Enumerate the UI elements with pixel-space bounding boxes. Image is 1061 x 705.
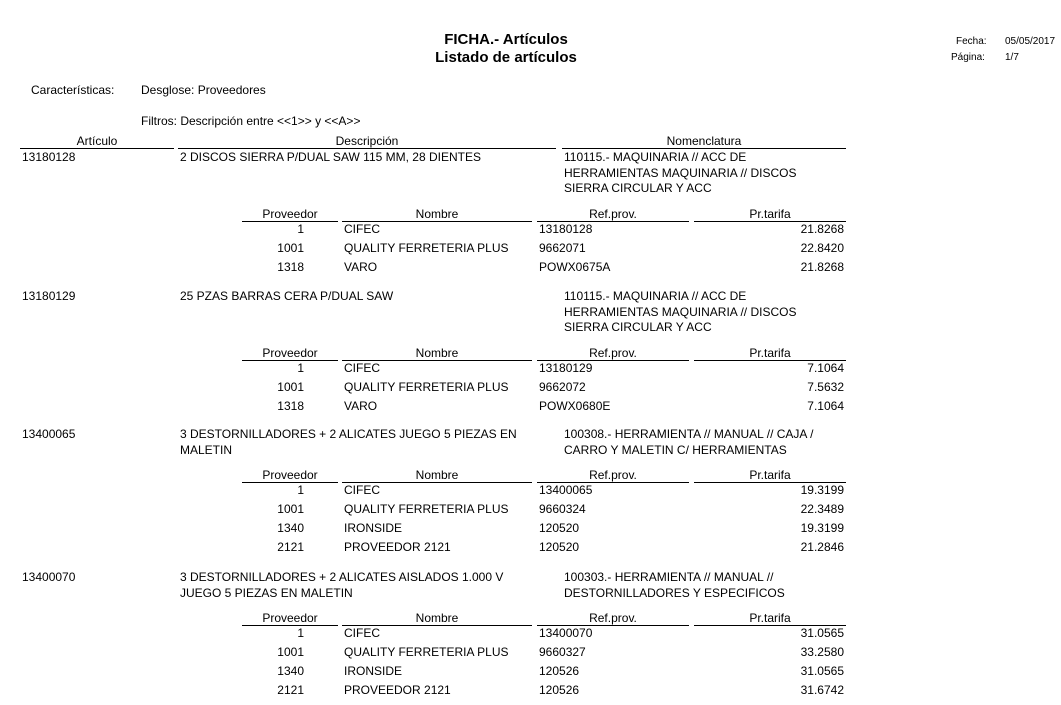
supplier-refprov: 13400070	[539, 626, 593, 640]
article-nomenclatura-line: CARRO Y MALETIN C/ HERRAMIENTAS	[564, 442, 787, 457]
supplier-prtarifa: 31.0565	[800, 626, 844, 640]
supplier-nombre: CIFEC	[344, 626, 380, 640]
supplier-refprov: POWX0675A	[539, 260, 611, 274]
article-nomenclatura-line: SIERRA CIRCULAR Y ACC	[564, 320, 712, 334]
supplier-proveedor: 1340	[277, 521, 304, 535]
supplier-refprov: POWX0680E	[539, 399, 611, 413]
supplier-refprov: 120526	[539, 664, 580, 678]
supplier-prtarifa: 22.3489	[800, 502, 844, 516]
article-description-line: 3 DESTORNILLADORES + 2 ALICATES JUEGO 5 PIEZAS EN	[180, 427, 517, 441]
supplier-prtarifa: 31.0565	[800, 664, 844, 678]
sub-col-prtarifa: Pr.tarifa	[749, 611, 791, 625]
supplier-nombre: VARO	[344, 399, 378, 413]
supplier-prtarifa: 22.8420	[800, 241, 844, 255]
sub-col-proveedor: Proveedor	[262, 611, 318, 625]
supplier-nombre: CIFEC	[344, 222, 380, 236]
supplier-refprov: 13180128	[539, 222, 593, 236]
supplier-nombre: QUALITY FERRETERIA PLUS	[344, 645, 509, 659]
article-nomenclatura-line: 100308.- HERRAMIENTA // MANUAL // CAJA /	[564, 427, 814, 441]
article-nomenclatura-line: DESTORNILLADORES Y ESPECIFICOS	[564, 585, 785, 600]
sub-col-nombre: Nombre	[415, 611, 459, 625]
supplier-nombre: VARO	[344, 260, 378, 274]
article-description-line: 3 DESTORNILLADORES + 2 ALICATES AISLADOS 1.000 V	[180, 570, 504, 584]
supplier-refprov: 120520	[539, 540, 580, 554]
col-articulo: Artículo	[76, 134, 118, 148]
supplier-nombre: QUALITY FERRETERIA PLUS	[344, 380, 509, 394]
supplier-prtarifa: 7.1064	[807, 399, 844, 413]
supplier-nombre: PROVEEDOR 2121	[344, 683, 451, 697]
supplier-prtarifa: 19.3199	[800, 483, 844, 497]
supplier-proveedor: 2121	[277, 683, 304, 697]
article-description-line: JUEGO 5 PIEZAS EN MALETIN	[180, 585, 353, 600]
supplier-proveedor: 2121	[277, 540, 304, 554]
article-nomenclatura-line: SIERRA CIRCULAR Y ACC	[564, 181, 712, 195]
supplier-refprov: 13180129	[539, 361, 593, 375]
supplier-proveedor: 1	[297, 483, 304, 497]
caracteristicas-value: Desglose: Proveedores	[141, 83, 266, 97]
supplier-prtarifa: 7.1064	[807, 361, 844, 375]
sub-col-proveedor: Proveedor	[262, 346, 318, 360]
supplier-prtarifa: 33.2580	[800, 645, 844, 659]
filtros-text: Filtros: Descripción entre <<1>> y <<A>>	[141, 114, 361, 128]
supplier-refprov: 13400065	[539, 483, 593, 497]
sub-col-prtarifa: Pr.tarifa	[749, 346, 791, 360]
sub-col-proveedor: Proveedor	[262, 468, 318, 482]
article-nomenclatura-line: 100303.- HERRAMIENTA // MANUAL //	[564, 570, 774, 584]
sub-col-nombre: Nombre	[415, 468, 459, 482]
caracteristicas-label: Características:	[31, 83, 115, 97]
supplier-proveedor: 1001	[277, 380, 304, 394]
supplier-proveedor: 1318	[277, 399, 304, 413]
sub-col-prtarifa: Pr.tarifa	[749, 207, 791, 221]
sub-col-refprov: Ref.prov.	[589, 468, 637, 482]
supplier-refprov: 120526	[539, 683, 580, 697]
pagina-value: 1/7	[1005, 52, 1019, 63]
supplier-refprov: 120520	[539, 521, 580, 535]
supplier-proveedor: 1001	[277, 241, 304, 255]
sub-col-refprov: Ref.prov.	[589, 207, 637, 221]
fecha-value: 05/05/2017	[1005, 36, 1056, 47]
col-descripcion: Descripción	[335, 134, 399, 148]
supplier-nombre: IRONSIDE	[344, 521, 403, 535]
supplier-nombre: IRONSIDE	[344, 664, 403, 678]
supplier-proveedor: 1001	[277, 502, 304, 516]
fecha-label: Fecha:	[956, 36, 987, 47]
article-description-line: 25 PZAS BARRAS CERA P/DUAL SAW	[180, 289, 394, 303]
supplier-nombre: CIFEC	[344, 361, 380, 375]
sub-col-refprov: Ref.prov.	[589, 346, 637, 360]
supplier-proveedor: 1	[297, 222, 304, 236]
supplier-nombre: QUALITY FERRETERIA PLUS	[344, 241, 509, 255]
supplier-prtarifa: 19.3199	[800, 521, 844, 535]
supplier-proveedor: 1340	[277, 664, 304, 678]
sub-col-proveedor: Proveedor	[262, 207, 318, 221]
supplier-nombre: PROVEEDOR 2121	[344, 540, 451, 554]
supplier-proveedor: 1	[297, 361, 304, 375]
supplier-prtarifa: 21.8268	[800, 260, 844, 274]
supplier-nombre: CIFEC	[344, 483, 380, 497]
article-code: 13400065	[22, 427, 76, 441]
article-description-line: 2 DISCOS SIERRA P/DUAL SAW 115 MM, 28 DIENTES	[180, 150, 481, 164]
supplier-refprov: 9662072	[539, 380, 586, 394]
supplier-refprov: 9660324	[539, 502, 586, 516]
supplier-proveedor: 1001	[277, 645, 304, 659]
supplier-prtarifa: 7.5632	[807, 380, 844, 394]
article-description-line: MALETIN	[180, 442, 233, 457]
article-code: 13180129	[22, 289, 76, 303]
supplier-prtarifa: 21.2846	[800, 540, 844, 554]
article-nomenclatura-line: 110115.- MAQUINARIA // ACC DE	[564, 150, 747, 164]
supplier-refprov: 9660327	[539, 645, 586, 659]
report-subtitle: Listado de artículos	[435, 49, 577, 66]
article-code: 13400070	[22, 570, 76, 584]
sub-col-prtarifa: Pr.tarifa	[749, 468, 791, 482]
supplier-nombre: QUALITY FERRETERIA PLUS	[344, 502, 509, 516]
article-nomenclatura-line: HERRAMIENTAS MAQUINARIA // DISCOS	[564, 165, 797, 180]
supplier-prtarifa: 31.6742	[800, 683, 844, 697]
supplier-refprov: 9662071	[539, 241, 586, 255]
article-code: 13180128	[22, 150, 76, 164]
sub-col-nombre: Nombre	[415, 346, 459, 360]
report-title: FICHA.- Artículos	[444, 31, 568, 48]
supplier-proveedor: 1318	[277, 260, 304, 274]
supplier-prtarifa: 21.8268	[800, 222, 844, 236]
col-nomenclatura: Nomenclatura	[666, 134, 742, 148]
article-nomenclatura-line: 110115.- MAQUINARIA // ACC DE	[564, 289, 747, 303]
pagina-label: Página:	[951, 52, 985, 63]
article-nomenclatura-line: HERRAMIENTAS MAQUINARIA // DISCOS	[564, 304, 797, 319]
sub-col-nombre: Nombre	[415, 207, 459, 221]
sub-col-refprov: Ref.prov.	[589, 611, 637, 625]
supplier-proveedor: 1	[297, 626, 304, 640]
